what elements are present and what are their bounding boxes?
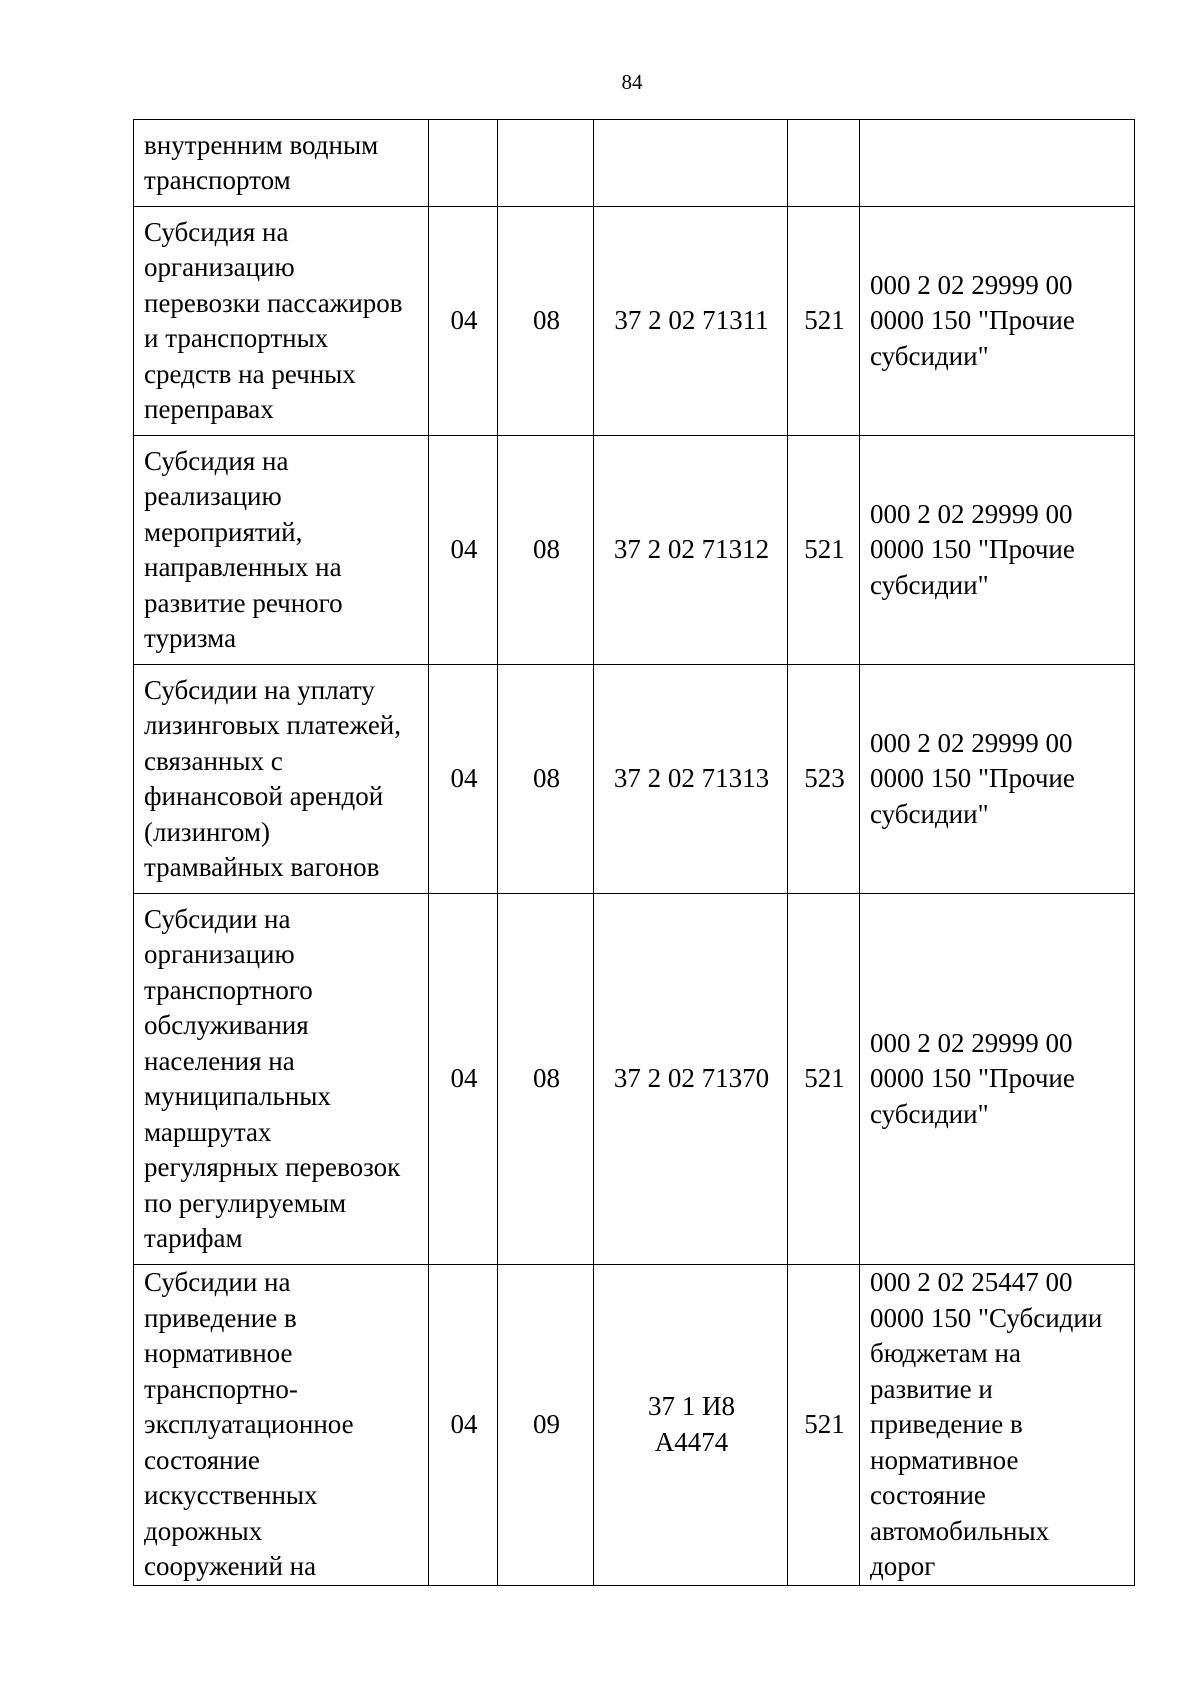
table-row bbox=[134, 894, 1135, 1265]
cell-name: внутренним водным транспортом bbox=[134, 120, 429, 207]
cell-expense-type: 521 bbox=[788, 1265, 860, 1586]
cell-target-article: 37 2 02 71312 bbox=[594, 436, 788, 665]
cell-section: 04 bbox=[429, 1265, 498, 1586]
cell-subsection: 08 bbox=[498, 207, 594, 436]
page-number: 84 bbox=[621, 70, 643, 94]
table-row bbox=[134, 207, 1135, 436]
table-row bbox=[134, 1265, 1135, 1586]
cell-name: Субсидии на организацию транспортного обслуживания населения на муниципальных маршрутах регулярных перевозок по регулируемым тарифам bbox=[134, 894, 429, 1265]
budget-table bbox=[133, 119, 1135, 1586]
cell-name: Субсидии на уплату лизинговых платежей, связанных с финансовой арендой (лизингом) трамвайных вагонов bbox=[134, 665, 429, 894]
cell-section bbox=[429, 120, 498, 207]
cell-name: Субсидия на реализацию мероприятий, направленных на развитие речного туризма bbox=[134, 436, 429, 665]
cell-revenue-code bbox=[860, 120, 1135, 207]
cell-revenue-code: 000 2 02 25447 00 0000 150 "Субсидии бюджетам на развитие и приведение в нормативное состояние автомобильных дорог bbox=[860, 1265, 1135, 1586]
cell-target-article bbox=[594, 120, 788, 207]
cell-expense-type bbox=[788, 120, 860, 207]
cell-section: 04 bbox=[429, 207, 498, 436]
cell-subsection bbox=[498, 120, 594, 207]
table-row bbox=[134, 436, 1135, 665]
cell-revenue-code: 000 2 02 29999 00 0000 150 "Прочие субсидии" bbox=[860, 665, 1135, 894]
cell-section: 04 bbox=[429, 436, 498, 665]
cell-section: 04 bbox=[429, 665, 498, 894]
cell-target-article: 37 2 02 71370 bbox=[594, 894, 788, 1265]
cell-target-article: 37 2 02 71311 bbox=[594, 207, 788, 436]
cell-target-article: 37 2 02 71313 bbox=[594, 665, 788, 894]
cell-subsection: 09 bbox=[498, 1265, 594, 1586]
cell-revenue-code: 000 2 02 29999 00 0000 150 "Прочие субсидии" bbox=[860, 894, 1135, 1265]
table-row bbox=[134, 120, 1135, 207]
cell-subsection: 08 bbox=[498, 436, 594, 665]
cell-name: Субсидия на организацию перевозки пассажиров и транспортных средств на речных переправах bbox=[134, 207, 429, 436]
cell-target-article: 37 1 И8 А4474 bbox=[594, 1265, 788, 1586]
cell-subsection: 08 bbox=[498, 894, 594, 1265]
cell-expense-type: 521 bbox=[788, 894, 860, 1265]
cell-expense-type: 523 bbox=[788, 665, 860, 894]
cell-section: 04 bbox=[429, 894, 498, 1265]
cell-revenue-code: 000 2 02 29999 00 0000 150 "Прочие субсидии" bbox=[860, 207, 1135, 436]
cell-subsection: 08 bbox=[498, 665, 594, 894]
cell-revenue-code: 000 2 02 29999 00 0000 150 "Прочие субсидии" bbox=[860, 436, 1135, 665]
table-row bbox=[134, 665, 1135, 894]
cell-expense-type: 521 bbox=[788, 207, 860, 436]
cell-name: Субсидии на приведение в нормативное транспортно- эксплуатационное состояние искусственных дорожных сооружений на bbox=[134, 1265, 429, 1586]
cell-expense-type: 521 bbox=[788, 436, 860, 665]
